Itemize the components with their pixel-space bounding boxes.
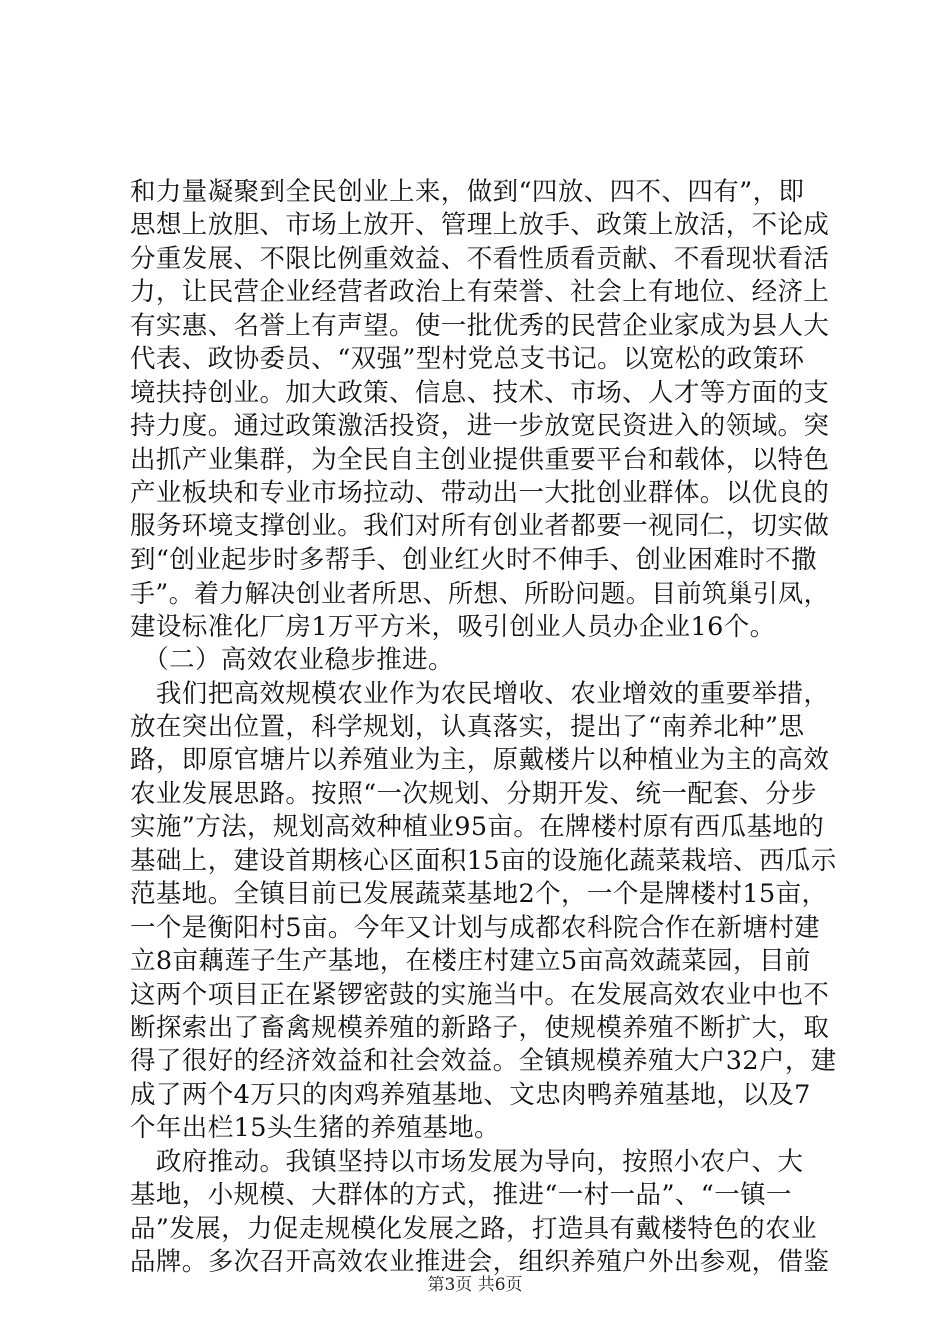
text-line: 力，让民营企业经营者政治上有荣誉、社会上有地位、经济上 xyxy=(130,277,830,307)
text-line: 基地，小规模、大群体的方式，推进“一村一品”、“一镇一 xyxy=(130,1180,792,1210)
text-line: 持力度。通过政策激活投资，进一步放宽民资进入的领域。突 xyxy=(130,411,830,441)
text-line: 农业发展思路。按照“一次规划、分期开发、统一配套、分步 xyxy=(130,779,817,809)
text-line: 成了两个4万只的肉鸡养殖基地、文忠肉鸭养殖基地，以及7 xyxy=(130,1080,811,1110)
text-line: 代表、政协委员、“双强”型村党总支书记。以宽松的政策环 xyxy=(130,344,805,374)
section-heading: （二）高效农业稳步推进。 xyxy=(130,645,454,675)
text-line: 出抓产业集群，为全民自主创业提供重要平台和载体，以特色 xyxy=(130,445,830,475)
text-line: 范基地。全镇目前已发展蔬菜基地2个，一个是牌楼村15亩， xyxy=(130,879,828,909)
text-line: 有实惠、名誉上有声望。使一批优秀的民营企业家成为县人大 xyxy=(130,311,830,341)
text-line: 思想上放胆、市场上放开、管理上放手、政策上放活，不论成 xyxy=(130,210,830,240)
text-line: 服务环境支撑创业。我们对所有创业者都要一视同仁，切实做 xyxy=(130,511,830,541)
text-line: 建设标准化厂房1万平方米，吸引创业人员办企业16个。 xyxy=(130,612,776,642)
text-line: 放在突出位置，科学规划，认真落实，提出了“南养北种”思 xyxy=(130,712,805,742)
text-line: 产业板块和专业市场拉动、带动出一大批创业群体。以优良的 xyxy=(130,478,830,508)
text-line: 路，即原官塘片以养殖业为主，原戴楼片以种植业为主的高效 xyxy=(130,745,830,775)
text-line: 境扶持创业。加大政策、信息、技术、市场、人才等方面的支 xyxy=(130,378,830,408)
text-line: 政府推动。我镇坚持以市场发展为导向，按照小农户、大 xyxy=(130,1147,804,1177)
text-line: 实施”方法，规划高效种植业95亩。在牌楼村原有西瓜基地的 xyxy=(130,812,825,842)
text-line: 手”。着力解决创业者所思、所想、所盼问题。目前筑巢引凤， xyxy=(130,579,829,608)
text-line: 立8亩藕莲子生产基地，在楼庄村建立5亩高效蔬菜园，目前 xyxy=(130,946,811,976)
text-line: 基础上，建设首期核心区面积15亩的设施化蔬菜栽培、西瓜示 xyxy=(130,846,837,876)
text-line: 和力量凝聚到全民创业上来，做到“四放、四不、四有”，即 xyxy=(130,177,805,207)
text-line: 品”发展，力促走规模化发展之路，打造具有戴楼特色的农业 xyxy=(130,1214,817,1244)
text-line: 分重发展、不限比例重效益、不看性质看贡献、不看现状看活 xyxy=(130,244,830,274)
text-line: 到“创业起步时多帮手、创业红火时不伸手、创业困难时不撒 xyxy=(130,545,817,575)
text-line: 断探索出了畜禽规模养殖的新路子，使规模养殖不断扩大，取 xyxy=(130,1013,830,1043)
text-line: 得了很好的经济效益和社会效益。全镇规模养殖大户32户，建 xyxy=(130,1046,837,1076)
text-line: 一个是衡阳村5亩。今年又计划与成都农科院合作在新塘村建 xyxy=(130,913,821,943)
text-line: 品牌。多次召开高效农业推进会，组织养殖户外出参观，借鉴 xyxy=(130,1247,830,1277)
page-number-footer: 第3页 共6页 xyxy=(427,1275,523,1295)
text-line: 这两个项目正在紧锣密鼓的实施当中。在发展高效农业中也不 xyxy=(130,980,830,1010)
text-line: 我们把高效规模农业作为农民增收、农业增效的重要举措， xyxy=(130,679,830,709)
text-line: 个年出栏15头生猪的养殖基地。 xyxy=(130,1113,500,1143)
